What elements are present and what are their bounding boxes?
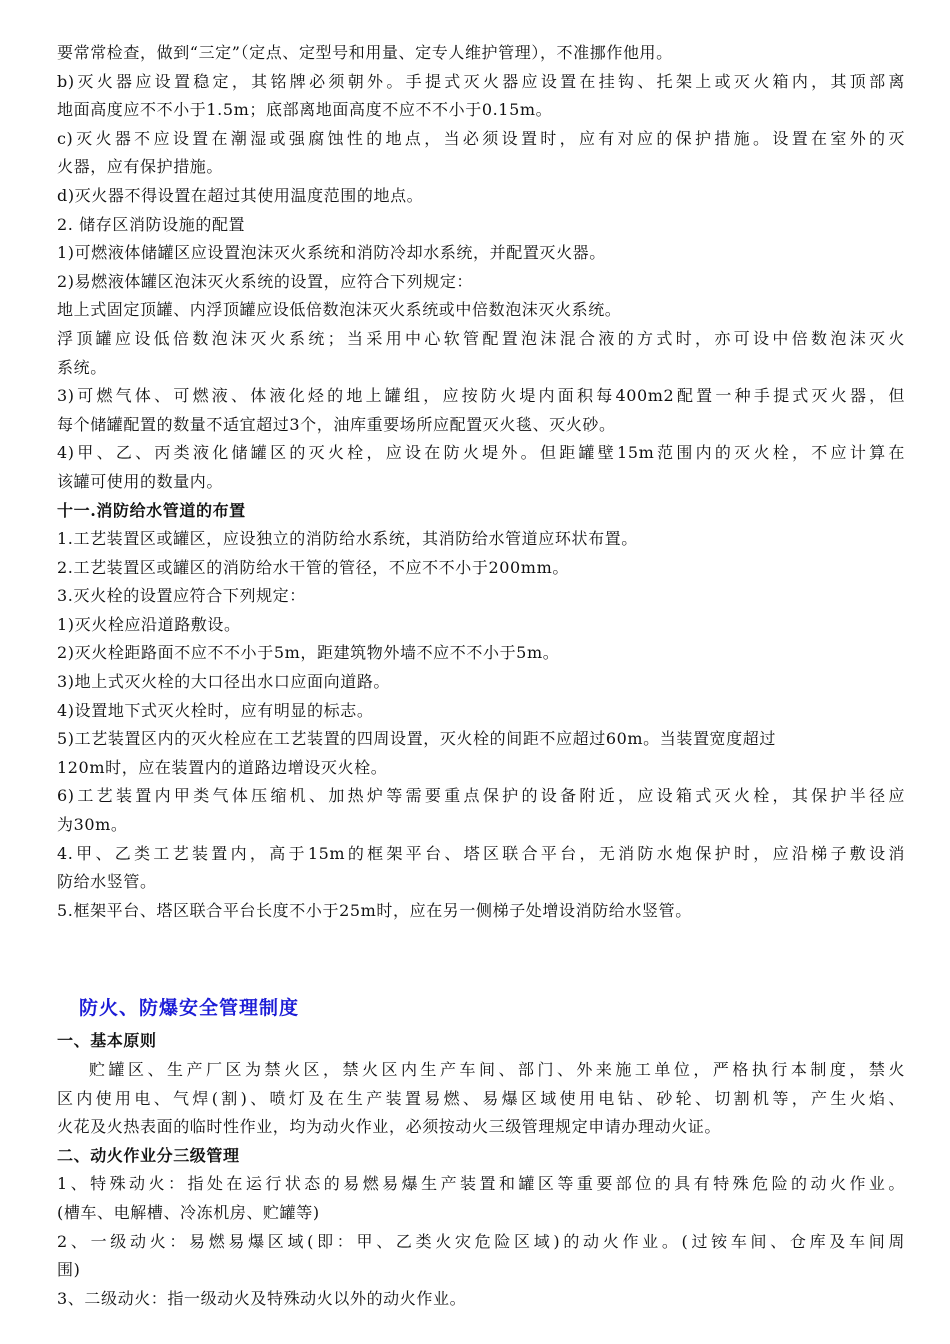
text-line: 为30m。 bbox=[57, 815, 128, 835]
document-title: 防火、防爆安全管理制度 bbox=[79, 997, 300, 1020]
text-line: 1)可燃液体储罐区应设置泡沫灭火系统和消防冷却水系统，并配置灭火器。 bbox=[57, 243, 606, 263]
top-margin bbox=[57, 0, 905, 39]
section-1-body bbox=[57, 1056, 905, 1142]
text-line: 3、二级动火：指一级动火及特殊动火以外的动火作业。 bbox=[57, 1288, 467, 1308]
text-line: 3)地上式灭火栓的大口径出水口应面向道路。 bbox=[57, 672, 391, 692]
text-line: 2. 储存区消防设施的配置 bbox=[57, 214, 246, 234]
text-line: 5.框架平台、塔区联合平台长度不小于25m时，应在另一侧梯子处增设消防给水竖管。 bbox=[57, 900, 692, 920]
text-line: 1)灭火栓应沿道路敷设。 bbox=[57, 614, 241, 634]
text-line: 火花及火热表面的临时性作业，均为动火作业，必须按动火三级管理规定申请办理动火证。 bbox=[57, 1117, 722, 1137]
text-line: 2)灭火栓距路面不应不不小于5m，距建筑物外墙不应不不小于5m。 bbox=[57, 643, 560, 663]
text-line: 贮罐区、生产厂区为禁火区，禁火区内生产车间、部门、外来施工单位，严格执行本制度，禁火 bbox=[89, 1060, 905, 1079]
text-line: 1、特殊动火：指处在运行状态的易燃易爆生产装置和罐区等重要部位的具有特殊危险的动火作业。 bbox=[57, 1174, 905, 1194]
text-line: 该罐可使用的数量内。 bbox=[57, 471, 224, 491]
text-line: 每个储罐配置的数量不适宜超过3个，油库重要场所应配置灭火毯、灭火砂。 bbox=[57, 414, 616, 434]
text-line: 地上式固定顶罐、内浮顶罐应设低倍数泡沫灭火系统或中倍数泡沫灭火系统。 bbox=[57, 300, 622, 320]
text-line: 4)设置地下式灭火栓时，应有明显的标志。 bbox=[57, 700, 374, 720]
blank-gap bbox=[57, 925, 905, 982]
text-line: 要常常检查，做到“三定”（定点、定型号和用量、定专人维护管理），不准挪作他用。 bbox=[57, 43, 673, 62]
text-line: 4)甲、乙、丙类液化储罐区的灭火栓，应设在防火堤外。但距罐壁15m范围内的灭火栓，不应计算在 bbox=[57, 443, 905, 463]
text-line: 2)易燃液体罐区泡沫灭火系统的设置，应符合下列规定： bbox=[57, 271, 474, 291]
section-heading-hot-work-levels: 二、动火作业分三级管理 bbox=[57, 1145, 240, 1165]
text-line: 1.工艺装置区或罐区，应设独立的消防给水系统，其消防给水管道应环状布置。 bbox=[57, 529, 638, 549]
text-line: 6)工艺装置内甲类气体压缩机、加热炉等需要重点保护的设备附近，应设箱式灭火栓，其保护半径应 bbox=[57, 786, 905, 806]
section-heading-basic-principles: 一、基本原则 bbox=[57, 1031, 157, 1051]
text-line: d)灭火器不得设置在超过其使用温度范围的地点。 bbox=[57, 185, 424, 205]
section-heading-11: 十一.消防给水管道的布置 bbox=[57, 500, 246, 520]
text-line: 2、一级动火：易燃易爆区域(即：甲、乙类火灾危险区域)的动火作业。(过铵车间、仓库及车间周 bbox=[57, 1231, 905, 1251]
text-line: (槽车、电解槽、冷冻机房、贮罐等) bbox=[57, 1202, 320, 1222]
text-line: 3.灭火栓的设置应符合下列规定： bbox=[57, 586, 306, 606]
text-line: 围) bbox=[57, 1260, 81, 1280]
text-line: 火器，应有保护措施。 bbox=[57, 157, 224, 177]
text-line: b)灭火器应设置稳定，其铭牌必须朝外。手提式灭火器应设置在挂钩、托架上或灭火箱内，其顶部离 bbox=[57, 71, 905, 91]
section-11-body bbox=[57, 525, 905, 925]
text-line: 防给水竖管。 bbox=[57, 872, 157, 892]
top-section bbox=[57, 39, 905, 497]
text-line: 区内使用电、气焊(割)、喷灯及在生产装置易燃、易爆区域使用电钻、砂轮、切割机等，产生火焰、 bbox=[57, 1088, 905, 1108]
text-line: 4.甲、乙类工艺装置内，高于15m的框架平台、塔区联合平台，无消防水炮保护时，应沿梯子敷设消 bbox=[57, 843, 905, 863]
text-line: 2.工艺装置区或罐区的消防给水干管的管径，不应不不小于200mm。 bbox=[57, 557, 569, 577]
text-line: 浮顶罐应设低倍数泡沫灭火系统；当采用中心软管配置泡沫混合液的方式时，亦可设中倍数泡沫灭火 bbox=[57, 328, 905, 348]
text-line: c)灭火器不应设置在潮湿或强腐蚀性的地点，当必须设置时，应有对应的保护措施。设置在室外的灭 bbox=[57, 128, 905, 148]
text-line: 系统。 bbox=[57, 357, 107, 377]
section-2-body bbox=[57, 1170, 905, 1313]
text-line: 120m时，应在装置内的道路边增设灭火栓。 bbox=[57, 757, 388, 777]
text-line: 地面高度应不不小于1.5m；底部离地面高度不应不不小于0.15m。 bbox=[57, 100, 553, 120]
text-line: 5)工艺装置区内的灭火栓应在工艺装置的四周设置，灭火栓的间距不应超过60m。当装置宽度超过 bbox=[57, 729, 776, 749]
document-page bbox=[57, 0, 905, 1313]
text-line: 3)可燃气体、可燃液、体液化烃的地上罐组，应按防火堤内面积每400m2配置一种手提式灭火器，但 bbox=[57, 386, 905, 406]
